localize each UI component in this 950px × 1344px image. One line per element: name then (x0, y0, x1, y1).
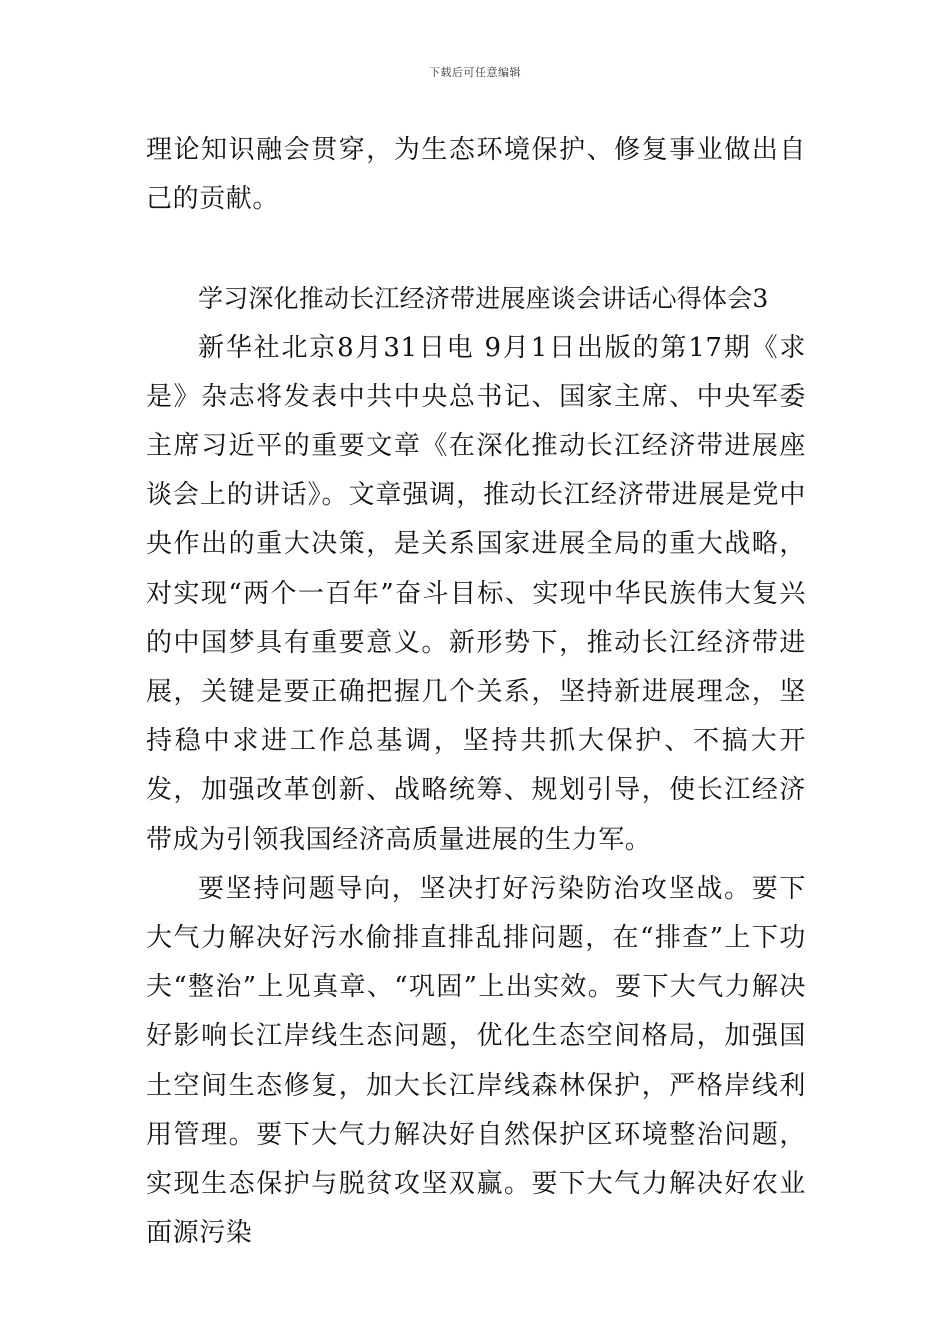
intro-paragraph: 理论知识融会贯穿，为生态环境保护、修复事业做出自己的贡献。 (146, 135, 806, 215)
body-paragraph-2: 要坚持问题导向，坚决打好污染防治攻坚战。要下大气力解决好污水偷排直排乱排问题，在“排查”上下功夫“整治”上见真章、“巩固”上出实效。要下大气力解决好影响长江岸线生态问题，优化生态空间格局，加强国土空间生态修复，加大长江岸线森林保护，严格岸线利用管理。要下大气力解决好自然保护区环境整治问题，实现生态保护与脱贫攻坚双赢。要下大气力解决好农业面源污染 (146, 873, 806, 1249)
body-paragraph-1: 新华社北京8月31日电 9月1日出版的第17期《求是》杂志将发表中共中央总书记、国家主席、中央军委主席习近平的重要文章《在深化推动长江经济带进展座谈会上的讲话》。文章强调，推动长江经济带进展是党中央作出的重大决策，是关系国家进展全局的重大战略，对实现“两个一百年”奋斗目标、实现中华民族伟大复兴的中国梦具有重要意义。新形势下，推动长江经济带进展，关键是要正确把握几个关系，坚持新进展理念，坚持稳中求进工作总基调，坚持共抓大保护、不搞大开发，加强改革创新、战略统筹、规划引导，使长江经济带成为引领我国经济高质量进展的生力军。 (146, 332, 806, 855)
document-body (146, 126, 806, 1258)
section-title: 学习深化推动长江经济带进展座谈会讲话心得体会3 (198, 284, 769, 314)
page-header-note: 下载后可任意编辑 (429, 66, 521, 79)
section-gap (146, 224, 806, 274)
